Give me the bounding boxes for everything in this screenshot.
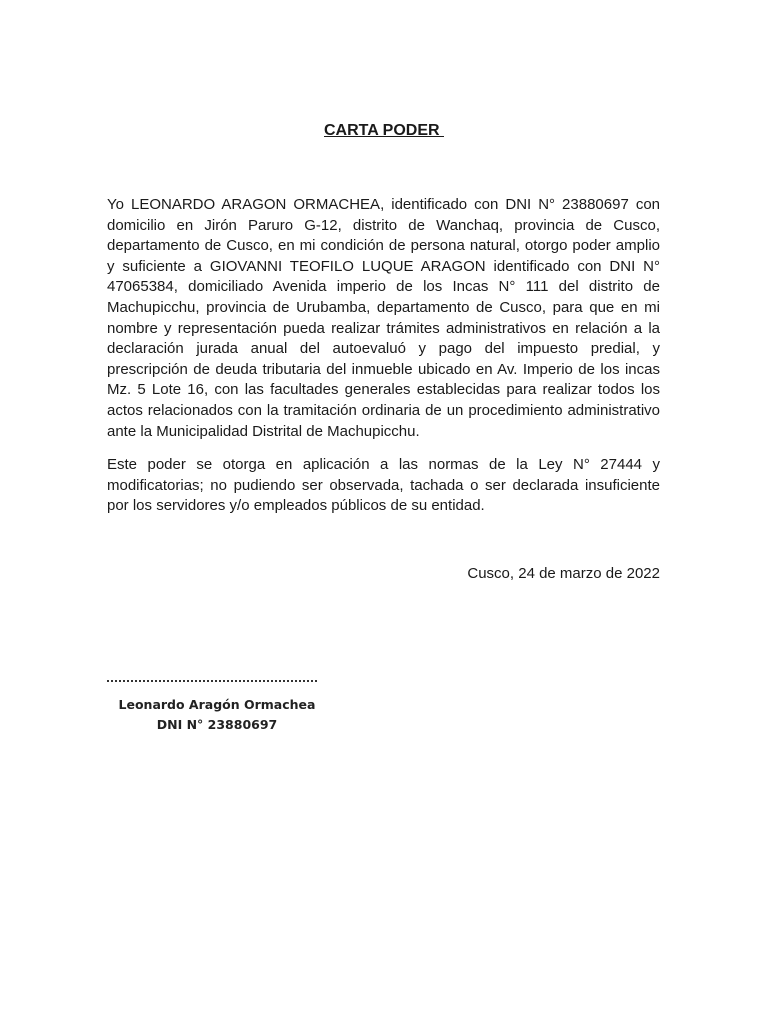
signatory-name: Leonardo Aragón Ormachea — [118, 697, 316, 712]
body-paragraph-1: Yo LEONARDO ARAGON ORMACHEA, identificado con DNI N° 23880697 con domicilio en Jirón Paruro G-12, distrito de Wanchaq, provincia de Cusco, departamento de Cusco, en mi condición de persona natural, otorgo poder amplio y suficiente a GIOVANNI TEOFILO LUQUE ARAGON identificado con DNI N° 47065384, domiciliado Avenida imperio de los Incas N° 111 del distrito de Machupicchu, provincia de Urubamba, departamento de Cusco, para que en mi nombre y representación pueda realizar trámites administrativos en relación a la declaración jurada anual del autoevaluó y pago del impuesto predial, y prescripción de deuda tributaria del inmueble ubicado en Av. Imperio de los incas Mz. 5 Lote 16, con las facultades generales establecidas para realizar todos los actos relacionados con la tramitación ordinaria de un procedimiento administrativo ante la Municipalidad Distrital de Machupicchu. — [107, 196, 660, 440]
date-line: Cusco, 24 de marzo de 2022 — [467, 565, 660, 582]
signature-line — [107, 680, 317, 682]
document-title: CARTA PODER — [324, 122, 444, 139]
body-paragraph-2: Este poder se otorga en aplicación a las normas de la Ley N° 27444 y modificatorias; no pudiendo ser observada, tachada o ser declarada insuficiente por los servidores y/o empleados públicos de su entidad. — [107, 456, 660, 515]
signatory-dni: DNI N° 23880697 — [156, 717, 278, 732]
